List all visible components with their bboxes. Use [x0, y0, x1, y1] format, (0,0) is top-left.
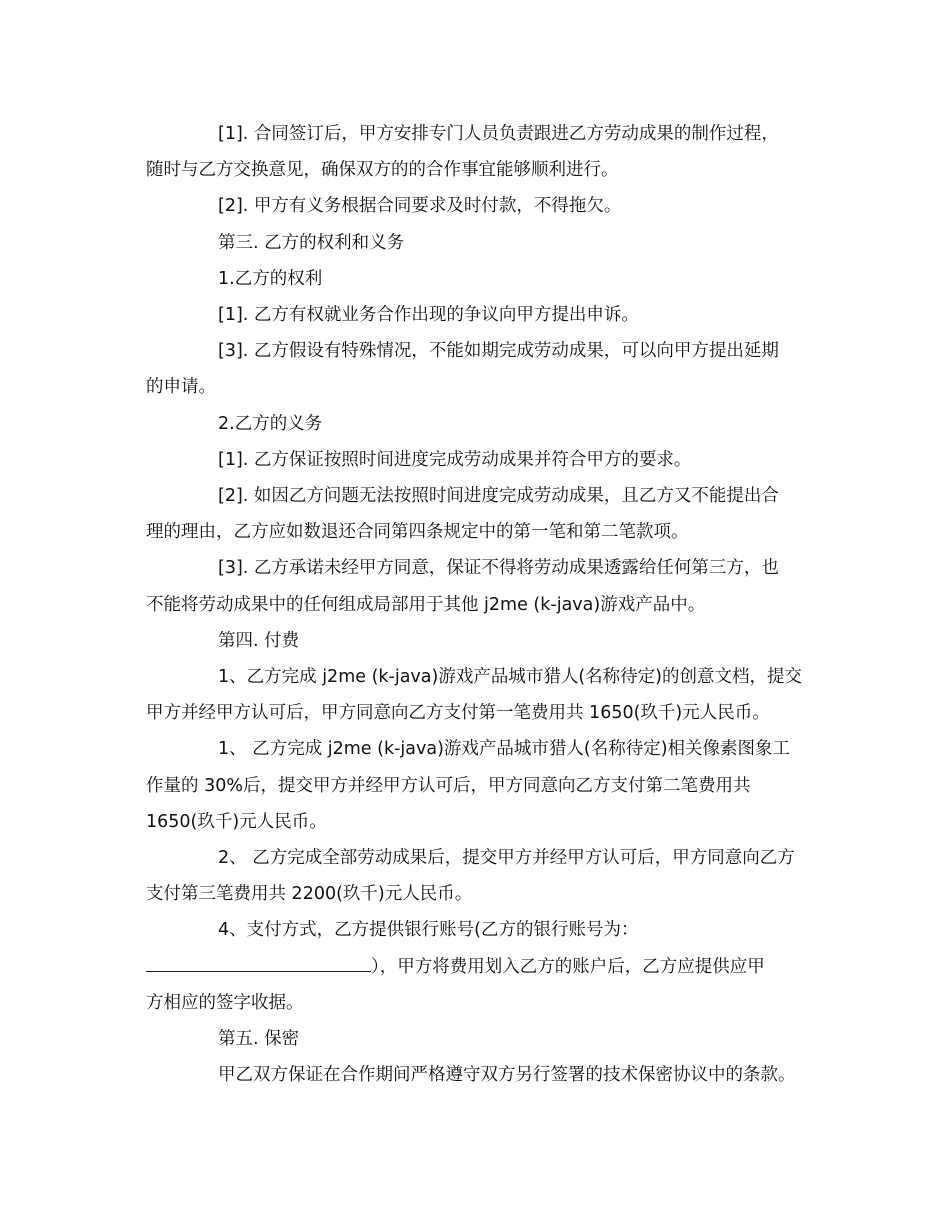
paragraph	[146, 550, 806, 622]
text-line	[110, 949, 806, 985]
text-line: 支付第三笔费用共 2200(玖千)元人民币。	[146, 884, 473, 905]
paragraph	[146, 116, 806, 188]
bank-account-blank	[146, 951, 371, 972]
text-line: [3]. 乙方承诺未经甲方同意，保证不得将劳动成果透露给任何第三方，也	[218, 558, 779, 579]
text-line: 不能将劳动成果中的任何组成局部用于其他 j2me (k-java)游戏产品中。	[146, 594, 706, 615]
paragraph	[146, 912, 806, 1021]
paragraph	[146, 478, 806, 550]
document-page	[146, 116, 806, 1093]
text-line: 作量的 30%后，提交甲方并经甲方认可后，甲方同意向乙方支付第二笔费用共	[146, 775, 751, 796]
paragraph	[146, 333, 806, 405]
text-line: 甲方并经甲方认可后，甲方同意向乙方支付第一笔费用共 1650(玖千)元人民币。	[146, 703, 770, 724]
text-line: [2]. 甲方有义务根据合同要求及时付款，不得拖欠。	[218, 196, 622, 217]
text-line: 随时与乙方交换意见，确保双方的的合作事宜能够顺利进行。	[146, 160, 619, 181]
paragraph	[146, 297, 806, 333]
text-line: 第四. 付费	[218, 630, 300, 651]
text-line: 理的理由，乙方应如数退还合同第四条规定中的第一笔和第二笔款项。	[146, 522, 689, 543]
paragraph	[146, 1057, 806, 1093]
text-line: [1]. 乙方保证按照时间进度完成劳动成果并符合甲方的要求。	[218, 449, 692, 470]
text-line: 第三. 乙方的权利和义务	[218, 232, 405, 253]
section-heading	[146, 623, 806, 659]
text-line: 1650(玖千)元人民币。	[146, 811, 327, 832]
text-line: 第五. 保密	[218, 1029, 300, 1050]
section-heading	[146, 225, 806, 261]
section-heading	[146, 1021, 806, 1057]
text-line: [3]. 乙方假设有特殊情况，不能如期完成劳动成果，可以向甲方提出延期	[218, 341, 779, 362]
text-fragment: ），甲方将费用划入乙方的账户后，乙方应提供应甲	[371, 956, 765, 977]
paragraph	[146, 442, 806, 478]
text-line: [1]. 合同签订后，甲方安排专门人员负责跟进乙方劳动成果的制作过程，	[218, 124, 779, 144]
paragraph	[146, 188, 806, 224]
text-line: 1.乙方的权利	[218, 268, 323, 289]
text-line: [1]. 乙方有权就业务合作出现的争议向甲方提出申诉。	[218, 305, 639, 326]
text-line: 1、 乙方完成 j2me (k-java)游戏产品城市猎人(名称待定)相关像素图象工	[218, 739, 791, 760]
text-line: 的申请。	[146, 377, 216, 398]
paragraph	[146, 659, 806, 731]
text-line: 2、 乙方完成全部劳动成果后，提交甲方并经甲方认可后，甲方同意向乙方	[218, 848, 795, 869]
text-line: 甲乙双方保证在合作期间严格遵守双方另行签署的技术保密协议中的条款。	[218, 1065, 796, 1086]
paragraph	[146, 731, 806, 840]
text-line: [2]. 如因乙方问题无法按照时间进度完成劳动成果，且乙方又不能提出合	[218, 486, 779, 507]
text-line: 1、乙方完成 j2me (k-java)游戏产品城市猎人(名称待定)的创意文档，提交	[218, 667, 802, 688]
subsection-heading	[146, 406, 806, 442]
text-line: 4、支付方式，乙方提供银行账号(乙方的银行账号为：	[218, 920, 639, 941]
subsection-heading	[146, 261, 806, 297]
text-line: 方相应的签字收据。	[146, 992, 304, 1013]
paragraph	[146, 840, 806, 912]
text-line: 2.乙方的义务	[218, 413, 323, 434]
